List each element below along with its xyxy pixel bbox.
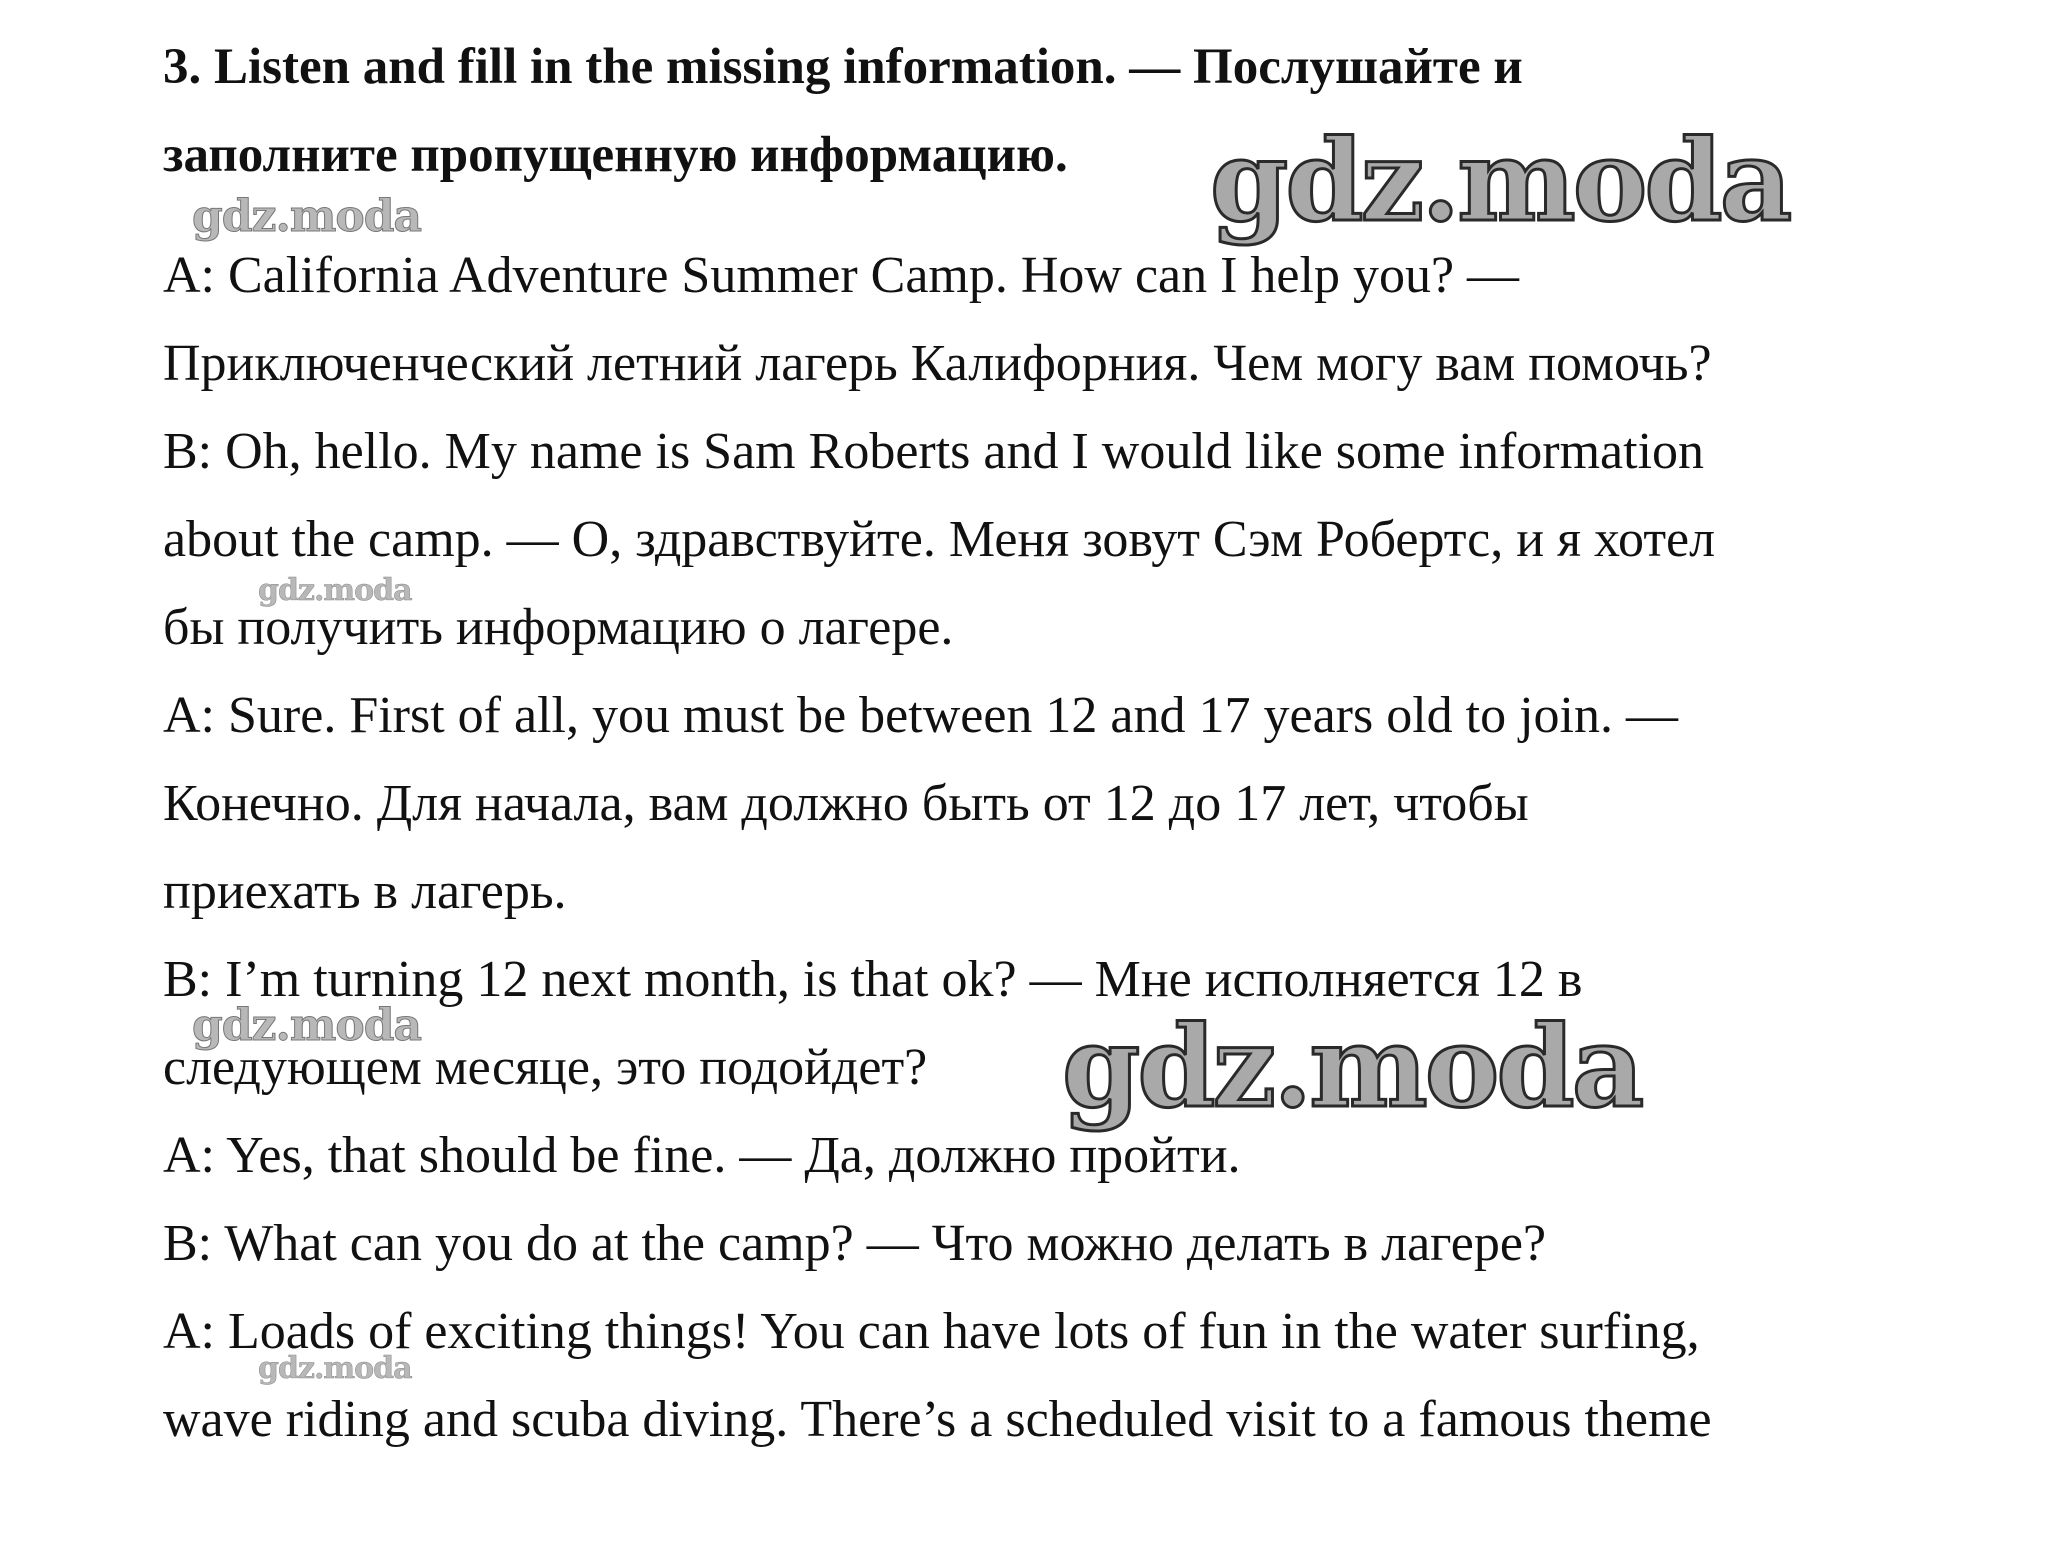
- dialogue-line: B: Oh, hello. My name is Sam Roberts and I would like some information: [163, 423, 1705, 480]
- watermark-large: gdz.moda: [1062, 1002, 1642, 1133]
- watermark-small: gdz.moda: [258, 1351, 412, 1386]
- dialogue-line: B: I’m turning 12 next month, is that ok? — Мне исполняется 12 в: [163, 951, 1583, 1008]
- dialogue-line: Приключенческий летний лагерь Калифорния. Чем могу вам помочь?: [163, 335, 1712, 392]
- dialogue-line: бы получить информацию о лагере.: [163, 599, 954, 656]
- watermark-medium: gdz.moda: [192, 1000, 422, 1051]
- dialogue-line: A: Sure. First of all, you must be between 12 and 17 years old to join. —: [163, 687, 1679, 744]
- dialogue-line: B: What can you do at the camp? — Что можно делать в лагере?: [163, 1215, 1547, 1272]
- task-heading-line-1: 3. Listen and fill in the missing information. — Послушайте и: [163, 39, 1523, 95]
- dialogue-line: A: Yes, that should be fine. — Да, должно пройти.: [163, 1127, 1241, 1184]
- watermark-medium: gdz.moda: [192, 191, 422, 242]
- dialogue-line: A: California Adventure Summer Camp. How can I help you? —: [163, 247, 1520, 304]
- dialogue-line: Конечно. Для начала, вам должно быть от 12 до 17 лет, чтобы: [163, 775, 1529, 832]
- dialogue-line: следующем месяце, это подойдет?: [163, 1039, 928, 1096]
- dialogue-line: wave riding and scuba diving. There’s a scheduled visit to a famous theme: [163, 1391, 1712, 1448]
- dialogue-line: приехать в лагерь.: [163, 863, 567, 920]
- watermark-small: gdz.moda: [258, 573, 412, 608]
- dialogue-line: A: Loads of exciting things! You can have lots of fun in the water surfing,: [163, 1303, 1700, 1360]
- dialogue-line: about the camp. — О, здравствуйте. Меня зовут Сэм Робертс, и я хотел: [163, 511, 1716, 568]
- task-heading-line-2: заполните пропущенную информацию.: [163, 127, 1068, 183]
- watermark-large: gdz.moda: [1210, 116, 1790, 247]
